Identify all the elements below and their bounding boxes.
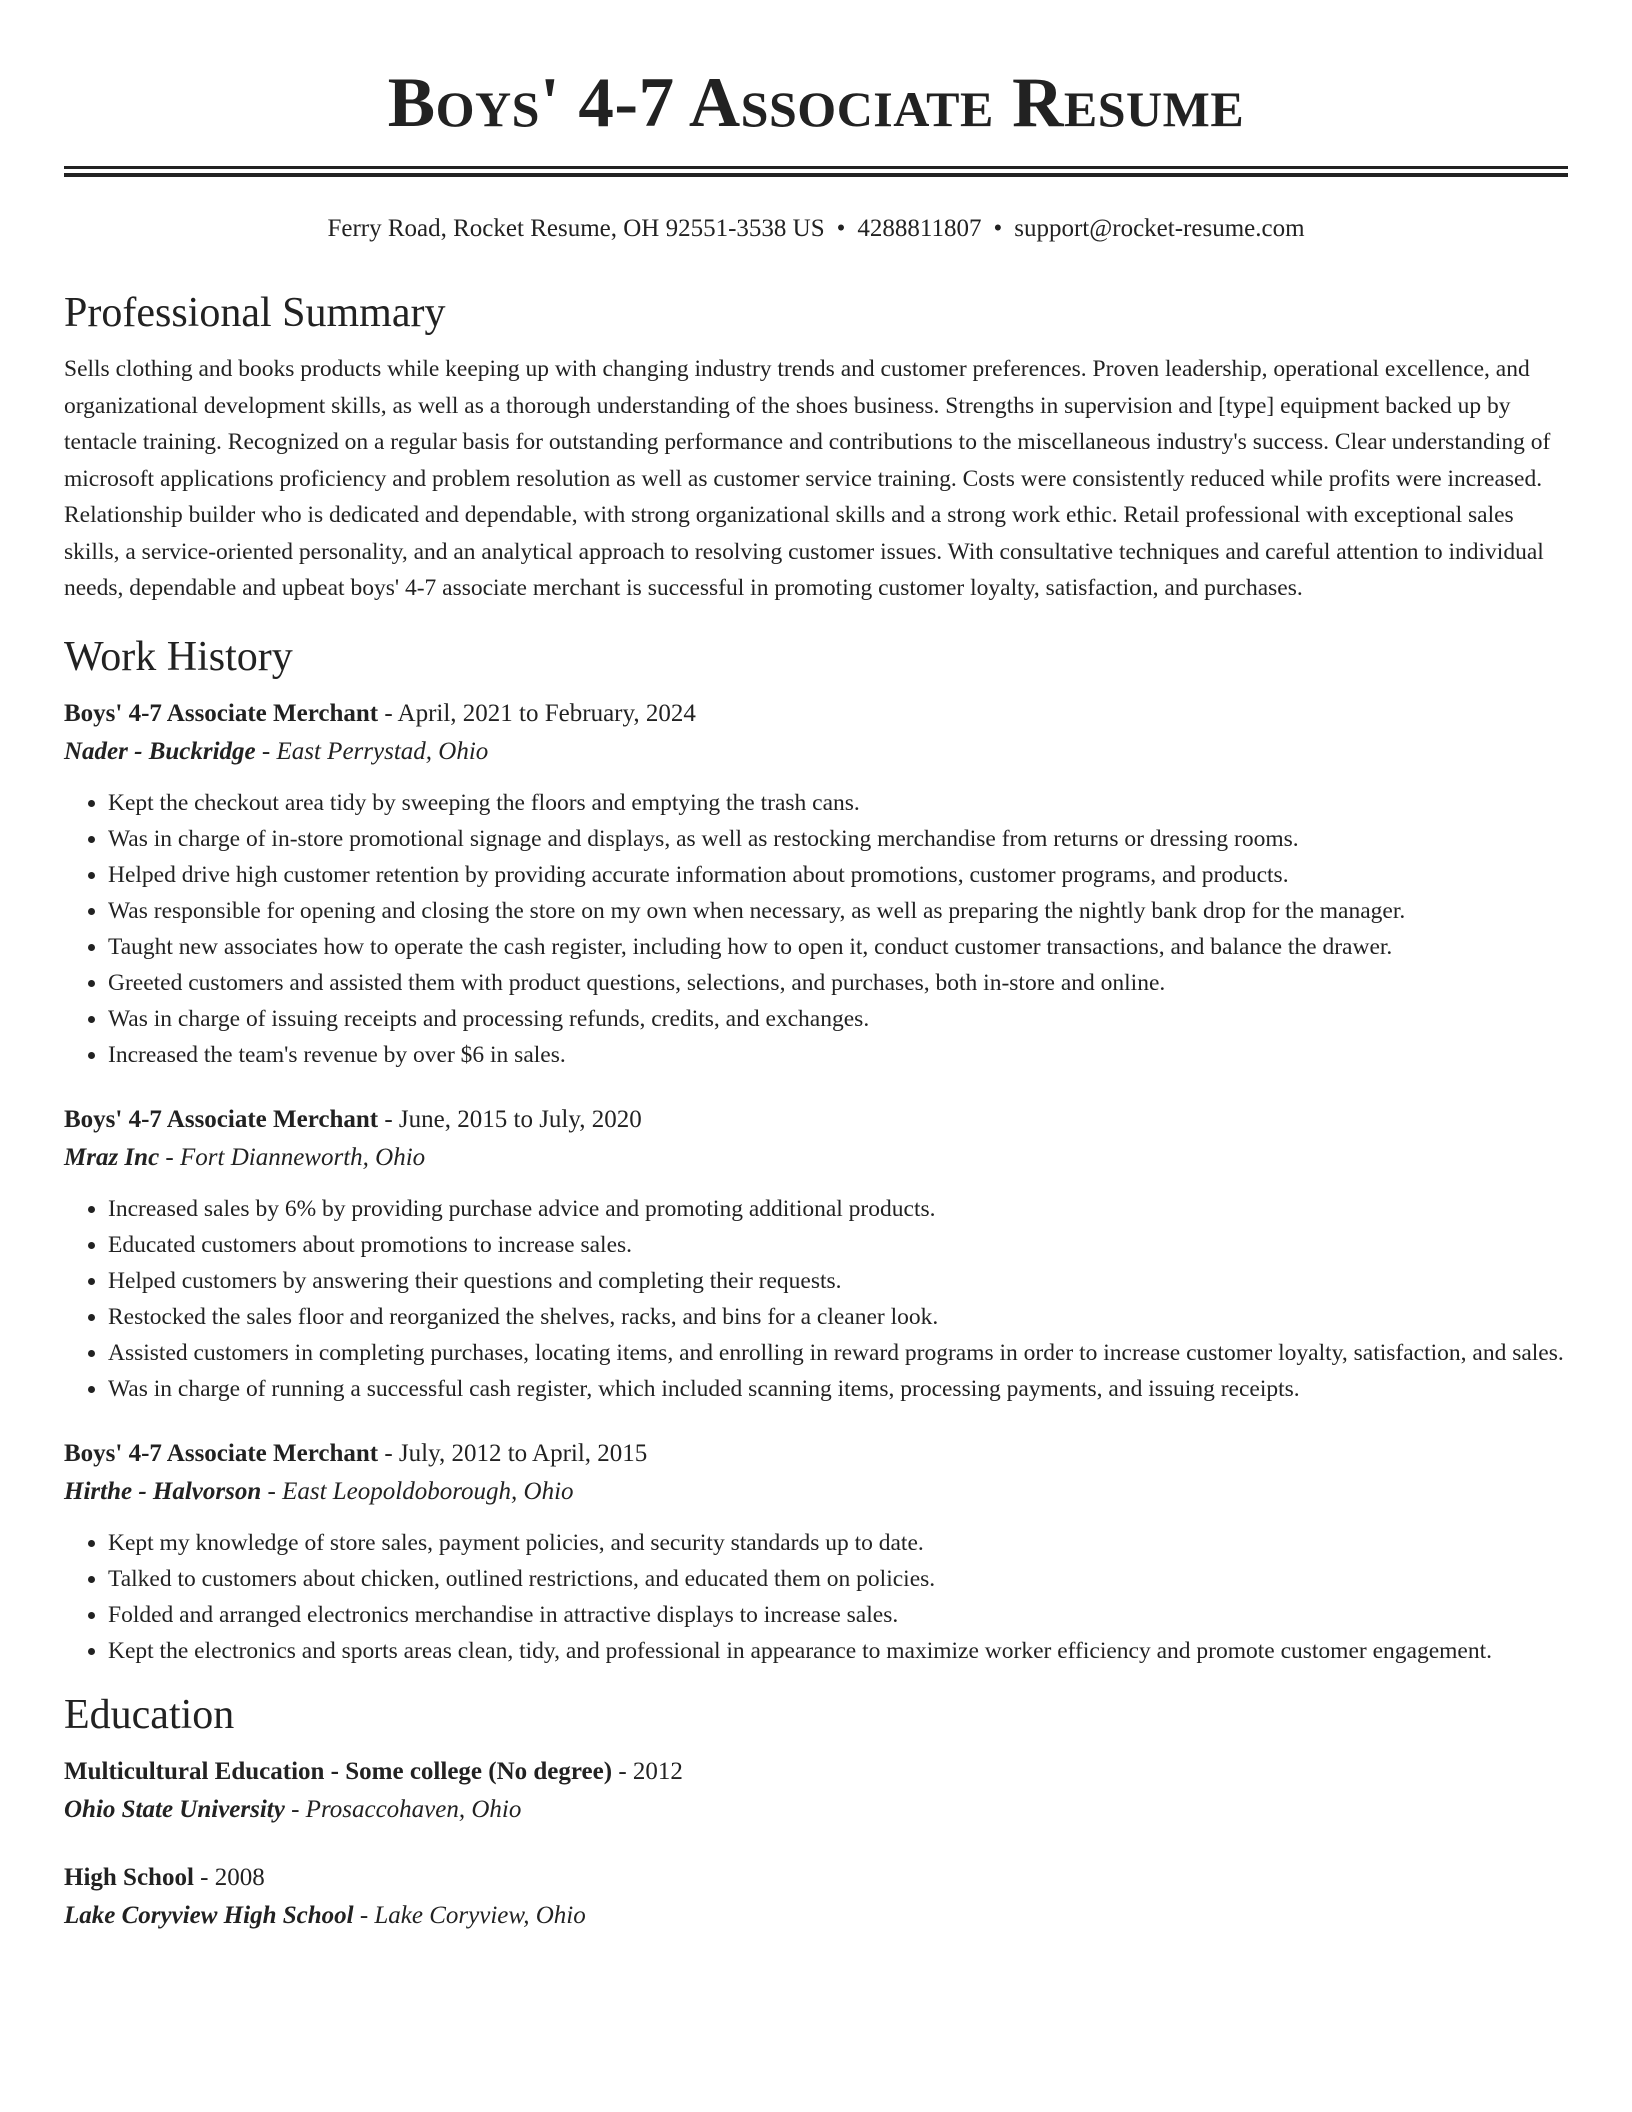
education-degree: High School xyxy=(64,1863,194,1891)
job-bullets xyxy=(64,1191,1568,1407)
job-title-line xyxy=(64,1435,1568,1473)
job-company: Hirthe - Halvorson xyxy=(64,1477,262,1505)
job-entry xyxy=(64,695,1568,1073)
education-year: - 2012 xyxy=(612,1757,683,1785)
job-bullet: • Folded and arranged electronics merchandise in attractive displays to increase sales. xyxy=(108,1597,1568,1633)
job-bullet: • Kept the checkout area tidy by sweeping the floors and emptying the trash cans. xyxy=(108,785,1568,821)
job-bullet: • Kept my knowledge of store sales, payment policies, and security standards up to date. xyxy=(108,1525,1568,1561)
contact-address: Ferry Road, Rocket Resume, OH 92551-3538 US xyxy=(327,215,825,242)
work-history-heading: Work History xyxy=(64,633,293,680)
summary-heading: Professional Summary xyxy=(64,290,446,336)
job-bullets xyxy=(64,1525,1568,1669)
job-bullet: • Educated customers about promotions to increase sales. xyxy=(108,1227,1568,1263)
job-title-line xyxy=(64,1101,1568,1139)
job-bullet: • Increased sales by 6% by providing purchase advice and promoting additional products. xyxy=(108,1191,1568,1227)
job-title-line xyxy=(64,695,1568,733)
job-bullet: • Kept the electronics and sports areas clean, tidy, and professional in appearance to maximize worker efficiency and promote customer engagement. xyxy=(108,1633,1568,1669)
job-bullet: • Helped drive high customer retention by providing accurate information about promotions, customer programs, and products. xyxy=(108,857,1568,893)
job-bullet: • Restocked the sales floor and reorganized the shelves, racks, and bins for a cleaner look. xyxy=(108,1299,1568,1335)
job-company-line xyxy=(64,1139,1568,1177)
education-entry xyxy=(64,1859,1568,1935)
contact-phone: 4288811807 xyxy=(857,215,982,242)
job-dates: - April, 2021 to February, 2024 xyxy=(378,699,696,727)
education-location: - Prosaccohaven, Ohio xyxy=(284,1795,522,1823)
job-company: Nader - Buckridge xyxy=(64,737,256,765)
education-degree-line xyxy=(64,1753,1568,1791)
job-location: - East Perrystad, Ohio xyxy=(255,737,489,765)
education-degree: Multicultural Education - Some college (No degree) xyxy=(64,1757,613,1785)
summary-text: Sells clothing and books products while keeping up with changing industry trends and customer preferences. Proven leadership, operational excellence, and organizational development skills, as well as a thorough understanding of the shoes business. Strengths in supervision and [type] equipment backed up by tentacle training. Recognized on a regular basis for outstanding performance and contributions to the miscellaneous industry's success. Clear understanding of microsoft applications proficiency and problem resolution as well as customer service training. Costs were consistently reduced while profits were increased. Relationship builder who is dedicated and dependable, with strong organizational skills and a strong work ethic. Retail professional with exceptional sales skills, a service-oriented personality, and an analytical approach to resolving customer issues. With consultative techniques and careful attention to individual needs, dependable and upbeat boys' 4-7 associate merchant is successful in promoting customer loyalty, satisfaction, and purchases. xyxy=(64,356,1551,601)
contact-separator: • xyxy=(836,215,846,242)
job-bullet: • Was in charge of running a successful cash register, which included scanning items, processing payments, and issuing receipts. xyxy=(108,1371,1568,1407)
job-company-line xyxy=(64,733,1568,771)
education-school-line xyxy=(64,1791,1568,1829)
job-bullet: • Greeted customers and assisted them with product questions, selections, and purchases, both in-store and online. xyxy=(108,965,1568,1001)
job-dates: - June, 2015 to July, 2020 xyxy=(378,1105,642,1133)
job-title: Boys' 4-7 Associate Merchant xyxy=(64,1439,379,1467)
job-title: Boys' 4-7 Associate Merchant xyxy=(64,699,379,727)
contact-email: support@rocket-resume.com xyxy=(1014,215,1305,242)
job-bullet: • Assisted customers in completing purchases, locating items, and enrolling in reward programs in order to increase customer loyalty, satisfaction, and sales. xyxy=(108,1335,1568,1371)
job-bullet: • Helped customers by answering their questions and completing their requests. xyxy=(108,1263,1568,1299)
job-entry xyxy=(64,1101,1568,1407)
contact-separator: • xyxy=(993,215,1003,242)
job-company-line xyxy=(64,1473,1568,1511)
job-bullet: • Talked to customers about chicken, outlined restrictions, and educated them on policies. xyxy=(108,1561,1568,1597)
contact-line xyxy=(64,213,1568,245)
title-divider xyxy=(64,166,1568,177)
resume-title: Boys' 4-7 Associate Resume xyxy=(387,64,1245,142)
job-location: - Fort Dianneworth, Ohio xyxy=(159,1143,426,1171)
education-school: Lake Coryview High School xyxy=(64,1901,354,1929)
education-year: - 2008 xyxy=(193,1863,265,1891)
job-location: - East Leopoldoborough, Ohio xyxy=(261,1477,574,1505)
education-location: - Lake Coryview, Ohio xyxy=(353,1901,586,1929)
education-entry xyxy=(64,1753,1568,1829)
job-bullet: • Was responsible for opening and closing the store on my own when necessary, as well as preparing the nightly bank drop for the manager. xyxy=(108,893,1568,929)
job-dates: - July, 2012 to April, 2015 xyxy=(378,1439,648,1467)
education-school-line xyxy=(64,1897,1568,1935)
job-title: Boys' 4-7 Associate Merchant xyxy=(64,1105,379,1133)
job-bullet: • Increased the team's revenue by over $6 in sales. xyxy=(108,1037,1568,1073)
job-bullet: • Was in charge of issuing receipts and processing refunds, credits, and exchanges. xyxy=(108,1001,1568,1037)
job-bullet: • Was in charge of in-store promotional signage and displays, as well as restocking merchandise from returns or dressing rooms. xyxy=(108,821,1568,857)
job-bullets xyxy=(64,785,1568,1073)
education-degree-line xyxy=(64,1859,1568,1897)
education-heading: Education xyxy=(64,1691,235,1738)
job-entry xyxy=(64,1435,1568,1669)
job-bullet: • Taught new associates how to operate the cash register, including how to open it, conduct customer transactions, and balance the drawer. xyxy=(108,929,1568,965)
education-school: Ohio State University xyxy=(64,1795,285,1823)
job-company: Mraz Inc xyxy=(64,1143,160,1171)
